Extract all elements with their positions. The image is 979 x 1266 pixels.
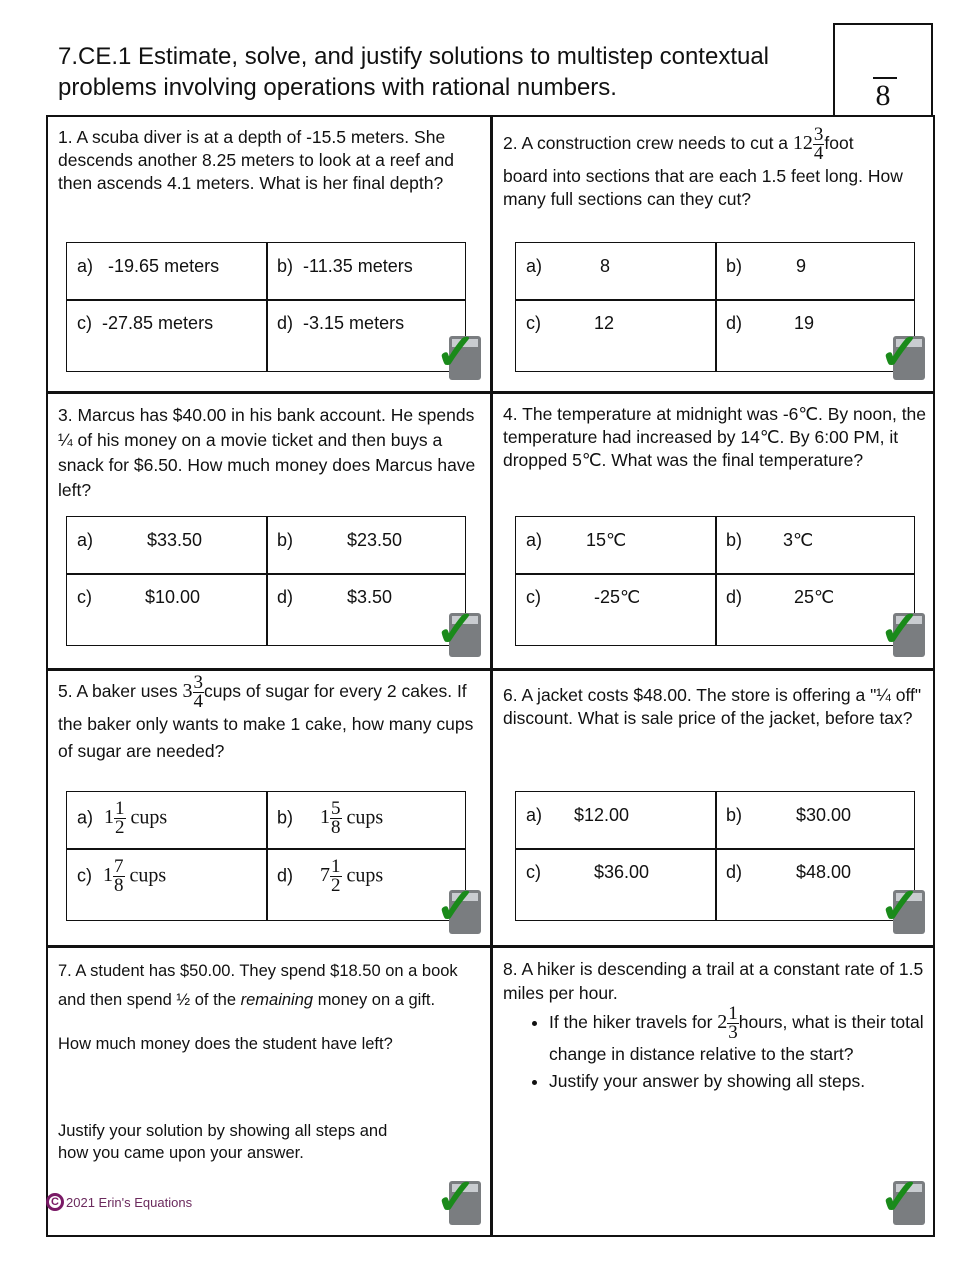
question-8	[491, 947, 935, 1237]
option-label: d)	[277, 313, 294, 333]
option-c[interactable]	[77, 858, 166, 895]
copyright-text: 2021 Erin's Equations	[66, 1194, 193, 1210]
option-b[interactable]	[277, 800, 383, 837]
option-label: b)	[277, 807, 294, 828]
fraction	[330, 858, 342, 895]
text: 8. A hiker is descending a trail at a constant rate of 1.5 miles per hour.	[503, 959, 924, 1003]
text: If the hiker travels for	[549, 1012, 713, 1033]
text: 3. Marcus has $40.00 in his bank account. He spends	[58, 405, 475, 425]
divider	[516, 573, 914, 575]
option-value: 12	[594, 313, 615, 333]
score-box	[833, 23, 933, 115]
text: 2. A construction crew needs to cut a	[503, 133, 789, 154]
question-2	[491, 116, 935, 392]
answer-table	[515, 242, 915, 372]
option-value: -27.85 meters	[102, 313, 214, 333]
option-value: -19.65 meters	[108, 256, 220, 276]
option-value: $12.00	[574, 805, 630, 825]
divider	[266, 517, 268, 645]
option-value: 19	[794, 313, 815, 333]
question-text	[503, 957, 927, 1096]
numerator: 3	[193, 672, 204, 693]
numerator: 7	[114, 856, 124, 877]
option-label: c)	[77, 587, 92, 607]
fraction	[330, 800, 342, 837]
question-text	[58, 674, 483, 765]
option-label: c)	[526, 862, 541, 882]
text: board into sections that are each 1.5 feet long. How many full sections can they cut?	[503, 166, 903, 209]
option-label: b)	[726, 530, 743, 550]
question-text	[58, 403, 483, 503]
text: 7. A student has $50.00. They spend $18.50 on a book and then spend	[58, 962, 458, 1009]
question-text: 6. A jacket costs $48.00. The store is offering a "¼ off" discount. What is sale price of the jacket, before tax?	[503, 685, 922, 728]
option-d[interactable]	[277, 313, 404, 334]
option-label: b)	[726, 256, 743, 276]
answer-table	[515, 516, 915, 646]
option-b[interactable]	[277, 256, 413, 277]
option-label: a)	[526, 530, 543, 550]
question-text	[58, 957, 483, 1015]
fraction-whole: 7	[320, 864, 331, 887]
calculator-check-icon: ✓	[437, 332, 485, 384]
divider	[715, 243, 717, 371]
fraction: ½	[176, 991, 191, 1009]
question-3	[46, 393, 491, 669]
option-label: a)	[77, 807, 94, 828]
divider	[67, 573, 465, 575]
fraction	[113, 858, 125, 895]
fraction: ¼	[58, 430, 73, 450]
fraction	[813, 126, 825, 163]
option-d[interactable]	[277, 858, 383, 895]
answer-table	[66, 242, 466, 372]
option-label: d)	[277, 865, 294, 886]
divider	[516, 299, 914, 301]
calculator-check-icon: ✓	[881, 886, 929, 938]
text: of his money on a movie ticket and then buys a snack for $6.50. How much money does Marcus have left?	[58, 430, 476, 500]
option-value: -25℃	[594, 587, 641, 607]
calculator-check-icon: ✓	[881, 609, 929, 661]
option-label: b)	[726, 805, 743, 825]
question-1	[46, 116, 491, 392]
option-label: d)	[726, 313, 743, 333]
option-value: -11.35 meters	[303, 256, 413, 276]
calculator-check-icon: ✓	[437, 886, 485, 938]
numerator: 5	[331, 798, 341, 819]
standard-title: 7.CE.1 Estimate, solve, and justify solutions to multistep contextual problems involving operations with rational numbers.	[58, 43, 770, 101]
text: of the	[194, 991, 237, 1009]
fraction	[193, 674, 205, 711]
option-value: $30.00	[796, 805, 852, 825]
option-label: d)	[277, 587, 294, 607]
option-value: -3.15 meters	[303, 313, 405, 333]
question-5	[46, 670, 491, 946]
text: hours, what is their total change in distance relative to the start?	[549, 1012, 924, 1064]
option-value: $48.00	[796, 862, 852, 882]
question-text: 4. The temperature at midnight was -6℃. By noon, the temperature had increased by 14℃. By 6:00 PM, it dropped 5℃. What was the final temperature?	[503, 404, 927, 470]
denominator: 2	[115, 817, 125, 838]
option-value: 8	[600, 256, 611, 276]
unit: cups	[130, 806, 168, 829]
numerator: 1	[331, 856, 341, 877]
fraction	[114, 800, 126, 837]
question-6	[491, 670, 935, 946]
text: foot	[824, 133, 854, 154]
option-label: c)	[77, 313, 92, 333]
option-c[interactable]	[77, 313, 213, 334]
option-label: a)	[77, 530, 94, 550]
option-label: d)	[726, 862, 743, 882]
option-label: c)	[526, 313, 541, 333]
divider	[67, 848, 465, 850]
option-value: $36.00	[594, 862, 650, 882]
option-label: a)	[526, 256, 543, 276]
option-label: b)	[277, 530, 294, 550]
unit: cups	[346, 806, 384, 829]
option-value: $3.50	[347, 587, 393, 607]
text: cups of sugar for every 2 cakes. If the baker only wants to make 1 cake, how many cups of sugar are needed?	[58, 681, 474, 761]
denominator: 3	[728, 1022, 738, 1043]
fraction-whole: 1	[320, 806, 331, 829]
option-label: c)	[77, 865, 92, 886]
score-denominator: 8	[875, 79, 891, 112]
text: 5. A baker uses	[58, 681, 178, 702]
unit: cups	[346, 864, 384, 887]
question-text	[503, 126, 927, 211]
unit: cups	[129, 864, 167, 887]
option-a[interactable]	[77, 800, 167, 837]
option-label: c)	[526, 587, 541, 607]
denominator: 4	[813, 143, 824, 164]
divider	[715, 792, 717, 920]
justify-instruction: Justify your solution by showing all steps and how you came upon your answer.	[58, 1122, 388, 1162]
question-prompt: How much money does the student have left?	[58, 1035, 393, 1053]
question-7	[46, 947, 491, 1237]
fraction-whole: 3	[182, 680, 193, 703]
option-value: $33.50	[147, 530, 203, 550]
calculator-check-icon: ✓	[881, 332, 929, 384]
numerator: 1	[728, 1003, 738, 1024]
option-value: 9	[796, 256, 807, 276]
fraction	[727, 1005, 739, 1042]
calculator-check-icon: ✓	[881, 1177, 929, 1229]
option-label: a)	[77, 256, 94, 276]
header	[46, 23, 935, 115]
answer-table	[66, 791, 466, 921]
calculator-check-icon: ✓	[437, 1177, 485, 1229]
numerator: 3	[813, 124, 824, 145]
bullet-list	[503, 1005, 927, 1093]
divider	[715, 517, 717, 645]
text: money on a gift.	[317, 991, 436, 1009]
fraction-whole: 12	[792, 132, 813, 155]
bullet-item	[549, 1005, 927, 1066]
divider	[266, 243, 268, 371]
option-label: b)	[277, 256, 294, 276]
answer-table	[515, 791, 915, 921]
answer-table	[66, 516, 466, 646]
divider	[67, 299, 465, 301]
question-text: 1. A scuba diver is at a depth of -15.5 meters. She descends another 8.25 meters to look at a reef and then ascends 4.1 meters. What is her final depth?	[58, 127, 454, 193]
option-label: a)	[526, 805, 543, 825]
fraction-whole: 1	[104, 806, 115, 829]
fraction-whole: 1	[103, 864, 114, 887]
copyright	[46, 1193, 192, 1211]
denominator: 2	[331, 875, 341, 896]
divider	[516, 848, 914, 850]
option-label: d)	[726, 587, 743, 607]
emphasis-text: remaining	[240, 991, 314, 1009]
divider	[266, 792, 268, 920]
bullet-item: • Justify your answer by showing all steps.	[549, 1069, 927, 1093]
denominator: 4	[193, 691, 204, 712]
option-value: $23.50	[347, 530, 403, 550]
option-value: 25℃	[794, 587, 835, 607]
question-4	[491, 393, 935, 669]
option-a[interactable]	[77, 256, 219, 277]
option-value: 15℃	[586, 530, 627, 550]
option-value: $10.00	[145, 587, 201, 607]
copyright-icon: C	[46, 1193, 64, 1211]
fraction-whole: 2	[717, 1011, 728, 1034]
calculator-check-icon: ✓	[437, 609, 485, 661]
denominator: 8	[114, 875, 124, 896]
numerator: 1	[115, 798, 125, 819]
option-value: 3℃	[783, 530, 814, 550]
denominator: 8	[331, 817, 341, 838]
